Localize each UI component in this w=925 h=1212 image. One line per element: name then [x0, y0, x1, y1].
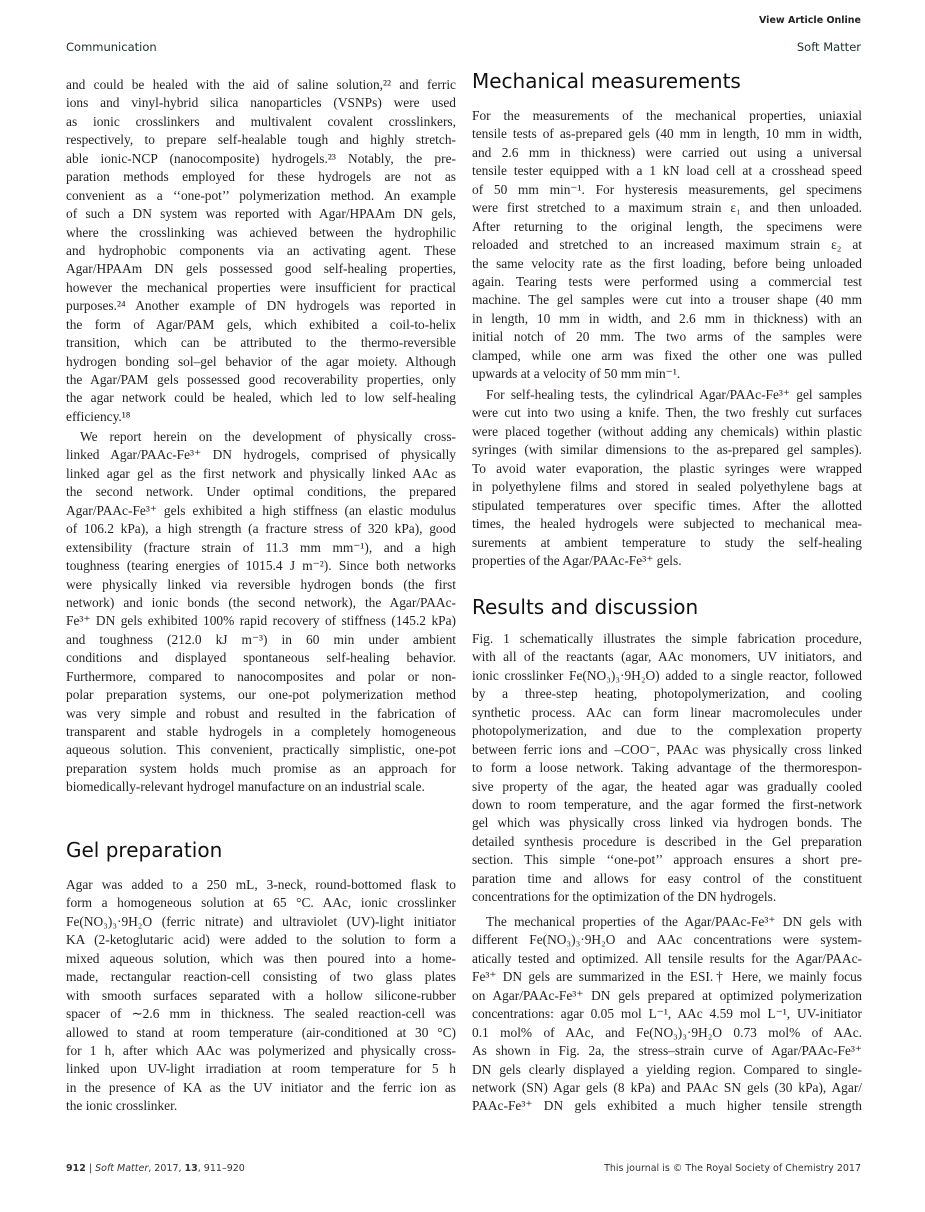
text-line: atically tested and optimized. All tensile results for the Agar/PAAc- — [472, 950, 862, 966]
text-line: We report herein on the development of physically cross- — [80, 429, 456, 444]
text-line: concentrations: agar 0.05 mol L⁻¹, AAc 4.59 mol L⁻¹, UV-initiator — [472, 1006, 862, 1022]
results-paragraph-1 — [472, 630, 862, 907]
text-line: The mechanical properties of the Agar/PAAc-Fe³⁺ DN gels with — [486, 914, 862, 929]
text-line: down to room temperature, and the agar formed the first-network — [472, 796, 862, 812]
text-line: Fe³⁺ DN gels are summarized in the ESI.† Here, we mainly focus — [472, 969, 862, 985]
text-line: in the presence of KA as the UV initiator and the ferric ion as — [66, 1079, 456, 1095]
text-line: hydrogen bonding sol–gel behavior of the agar moiety. Although — [66, 353, 456, 369]
text-line: with all of the reactants (agar, AAc monomers, UV initiators, and — [472, 649, 862, 665]
text-line: upwards at a velocity of 50 mm min⁻¹. — [472, 366, 681, 382]
text-line: network (SN) Agar gels (8 kPa) and PAAc SN gels (30 kPa), Agar/ — [472, 1079, 862, 1095]
text-line: conditions and displayed spontaneous self-healing behavior. — [66, 650, 456, 666]
intro-paragraph-1 — [66, 76, 456, 426]
text-line: the ionic crosslinker. — [66, 1098, 178, 1114]
text-line: transition, which can be attributed to the thermo-reversible — [66, 335, 456, 351]
footer-volume: 13 — [184, 1163, 198, 1174]
text-line: For self-healing tests, the cylindrical Agar/PAAc-Fe³⁺ gel samples — [486, 387, 862, 402]
text-line: and hydrophobic components via an activating agent. These — [66, 242, 456, 258]
text-line: and could be healed with the aid of saline solution,²² and ferric — [66, 77, 456, 92]
text-line: Agar/PAAc-Fe³⁺ gels exhibited a high stiffness (an elastic modulus — [66, 502, 456, 518]
text-line: made, rectangular reaction-cell consisting of two glass plates — [66, 969, 456, 985]
mechanical-paragraph-1 — [472, 107, 862, 384]
text-line: in polyethylene films and stored in sealed polyethylene bags at — [472, 479, 862, 495]
text-line: and 2.6 mm in thickness) were carried out using a universal — [472, 144, 862, 160]
text-line: mixed aqueous solution, which was then poured into a home- — [66, 950, 456, 966]
text-line: properties of the Agar/PAAc-Fe³⁺ gels. — [472, 552, 682, 568]
text-line: Fe³⁺ DN gels exhibited 100% rapid recovery of stiffness (145.2 kPa) — [66, 613, 456, 629]
text-line: respectively, to prepare self-healable tough and highly stretch- — [66, 132, 456, 148]
text-line: by a three-step heating, photopolymerization, and cooling — [472, 686, 862, 702]
text-line: Agar/HPAAm DN gels possessed good self-healing properties, — [66, 261, 456, 277]
text-line: gel which was physically cross linked via hydrogen bonds. The — [472, 815, 862, 831]
text-line: were placed together (without adding any chemicals) within plastic — [472, 423, 862, 439]
text-line: biomedically-relevant hydrogel manufacture on an industrial scale. — [66, 779, 425, 795]
text-line: extensibility (fracture strain of 11.3 mm mm⁻¹), and a high — [66, 539, 456, 555]
results-paragraph-2 — [472, 913, 862, 1116]
text-line: KA (2-ketoglutaric acid) were added to the solution to form a — [66, 932, 456, 948]
mechanical-paragraph-2 — [472, 386, 862, 570]
text-line: where the crosslinking was achieved between the hydrophilic — [66, 224, 456, 240]
text-line: Fig. 1 schematically illustrates the simple fabrication procedure, — [472, 631, 862, 646]
text-line: 0.1 mol% of AAc, and Fe(NO₃)₃·9H₂O 0.73 mol% of AAc. — [472, 1024, 862, 1040]
footer-separator: | — [88, 1163, 93, 1174]
text-line: ionic crosslinker Fe(NO₃)₃·9H₂O) added to a single reactor, followed — [472, 667, 862, 683]
text-line: toughness (tearing energies of 1015.4 J m⁻²). Since both networks — [66, 558, 456, 574]
text-line: photopolymerization, and due to the complexation property — [472, 723, 862, 739]
text-line: linked upon UV-light irradiation at room temperature for 5 h — [66, 1061, 456, 1077]
text-line: to form a loose network. Taking advantage of the thermorespon- — [472, 760, 862, 776]
text-line: DN gels clearly displayed a yielding region. Compared to single- — [472, 1061, 862, 1077]
text-line: of 50 mm min⁻¹. For hysteresis measurements, gel specimens — [472, 181, 862, 197]
footer-pages: , 911–920 — [197, 1163, 245, 1174]
text-line: were cut into two using a knife. Then, the two freshly cut surfaces — [472, 405, 862, 421]
text-line: efficiency.¹⁸ — [66, 408, 131, 424]
text-line: however the mechanical properties were insufficient for practical — [66, 279, 456, 295]
text-line: concentrations for the optimization of the DN hydrogels. — [472, 889, 777, 905]
text-line: convenient as a ‘‘one-pot’’ polymerization method. An example — [66, 187, 456, 203]
text-line: tensile tester equipped with a 1 kN load cell at a crosshead speed — [472, 163, 862, 179]
text-line: detailed synthesis procedure is described in the Gel preparation — [472, 833, 862, 849]
section-heading-gel-preparation: Gel preparation — [66, 838, 223, 862]
gel-preparation-paragraph — [66, 876, 456, 1116]
section-heading-results: Results and discussion — [472, 595, 699, 619]
text-line: on Agar/PAAc-Fe³⁺ DN gels prepared at optimized polymerization — [472, 987, 862, 1003]
text-line: synthetic process. AAc can form linear macromolecules under — [472, 704, 862, 720]
section-label: Communication — [66, 40, 157, 54]
section-heading-mechanical-measurements: Mechanical measurements — [472, 69, 741, 93]
text-line: Fe(NO₃)₃·9H₂O (ferric nitrate) and ultraviolet (UV)-light initiator — [66, 913, 456, 929]
text-line: transparent and stable hydrogels in a completely homogeneous — [66, 724, 456, 739]
footer-year: , 2017, — [148, 1163, 185, 1174]
text-line: initial notch of 20 mm. The two arms of the samples were — [472, 329, 862, 345]
text-line: stipulated temperatures over specific times. After the allotted — [472, 497, 862, 513]
text-line: the agar network could be healed, which led to low self-healing — [66, 390, 456, 406]
text-line: again. Tearing tests were performed using a commercial test — [472, 273, 862, 289]
text-line: paration time and allows for easy control of the constituent — [472, 870, 862, 886]
text-line: were physically linked via reversible hydrogen bonds (the first — [66, 576, 456, 592]
text-line: able ionic-NCP (nanocomposite) hydrogels.²³ Notably, the pre- — [66, 150, 456, 166]
text-line: with smooth surfaces separated with a hollow silicone-rubber — [66, 987, 456, 1003]
text-line: purposes.²⁴ Another example of DN hydrogels was reported in — [66, 298, 456, 314]
text-line: ions and vinyl-hybrid silica nanoparticles (VSNPs) were used — [66, 95, 456, 111]
text-line: of such a DN system was reported with Agar/HPAAm DN gels, — [66, 206, 456, 222]
text-line: times, the healed hydrogels were subjected to mechanical mea- — [472, 516, 862, 532]
text-line: in length, 10 mm in width, and 2.6 mm in thickness) with an — [472, 310, 862, 326]
text-line: of 106.2 kPa), a high strength (a fracture stress of 320 kPa), good — [66, 521, 456, 537]
journal-name: Soft Matter — [796, 40, 861, 54]
footer-journal: Soft Matter — [95, 1163, 149, 1174]
text-line: spacer of ∼2.6 mm in thickness. The sealed reaction-cell was — [66, 1006, 456, 1022]
text-line: allowed to stand at room temperature (air-conditioned at 30 °C) — [66, 1024, 456, 1040]
intro-paragraph-2 — [66, 428, 456, 797]
text-line: preparation system holds much promise as an approach for — [66, 760, 456, 776]
text-line: were first stretched to a maximum strain ε₁ and then unloaded. — [472, 200, 862, 216]
text-line: paration methods employed for these hydrogels are not as — [66, 169, 456, 185]
text-line: form a homogeneous solution at 65 °C. AAc, ionic crosslinker — [66, 895, 456, 911]
text-line: For the measurements of the mechanical properties, uniaxial — [472, 108, 862, 123]
text-line: the Agar/PAM gels possessed good recoverability properties, only — [66, 372, 456, 387]
text-line: clamped, while one arm was fixed the other one was pulled — [472, 347, 862, 363]
text-line: was very simple and robust and resulted in the fabrication of — [66, 705, 456, 721]
text-line: the second network. Under optimal conditions, the prepared — [66, 484, 456, 500]
text-line: different Fe(NO₃)₃·9H₂O and AAc concentrations were system- — [472, 932, 862, 948]
text-line: Agar was added to a 250 mL, 3-neck, round-bottomed flask to — [66, 877, 456, 892]
view-article-online-link[interactable]: View Article Online — [759, 15, 861, 26]
text-line: To avoid water evaporation, the plastic syringes were wrapped — [472, 460, 862, 476]
text-line: section. This simple ‘‘one-pot’’ approach ensures a short pre- — [472, 852, 862, 868]
text-line: polar preparation systems, our one-pot polymerization method — [66, 687, 456, 703]
text-line: the form of Agar/PAM gels, which exhibited a coil-to-helix — [66, 316, 456, 332]
text-line: for 1 h, after which AAc was polymerized and physically cross- — [66, 1042, 456, 1058]
text-line: linked Agar/PAAc-Fe³⁺ DN hydrogels, comprised of physically — [66, 447, 456, 463]
text-line: After returning to the original length, the specimens were — [472, 218, 862, 234]
text-line: Furthermore, compared to nanocomposites and polar or non- — [66, 668, 456, 684]
text-line: tensile tests of as-prepared gels (40 mm in length, 10 mm in width, — [472, 126, 862, 142]
text-line: between ferric ions and –COO⁻, PAAc was physically cross linked — [472, 741, 862, 757]
text-line: and toughness (212.0 kJ m⁻³) in 60 min under ambient — [66, 631, 456, 647]
text-line: reloaded and stretched to an increased maximum strain ε₂ at — [472, 237, 862, 253]
text-line: As shown in Fig. 2a, the stress–strain curve of Agar/PAAc-Fe³⁺ — [472, 1043, 862, 1059]
text-line: network) and ionic bonds (the second network), the Agar/PAAc- — [66, 594, 456, 610]
text-line: sive property of the agar, the heated agar was gradually cooled — [472, 778, 862, 794]
text-line: surements at ambient temperature to study the self-healing — [472, 534, 862, 550]
text-line: machine. The gel samples were cut into a trouser shape (40 mm — [472, 292, 862, 308]
page-number: 912 — [66, 1163, 86, 1174]
text-line: aqueous solution. This convenient, practically simplistic, one-pot — [66, 742, 456, 758]
text-line: PAAc-Fe³⁺ DN gels exhibited a much higher tensile strength — [472, 1098, 862, 1114]
text-line: as ionic crosslinkers and multivalent covalent crosslinkers, — [66, 113, 456, 129]
footer-copyright: This journal is © The Royal Society of Chemistry 2017 — [604, 1163, 861, 1174]
text-line: syringes (with similar dimensions to the as-prepared gel samples). — [472, 442, 862, 458]
text-line: the same velocity rate as the first loading, before being unloaded — [472, 255, 862, 271]
text-line: linked agar gel as the first network and physically linked AAc as — [66, 465, 456, 481]
footer-citation — [66, 1163, 245, 1174]
